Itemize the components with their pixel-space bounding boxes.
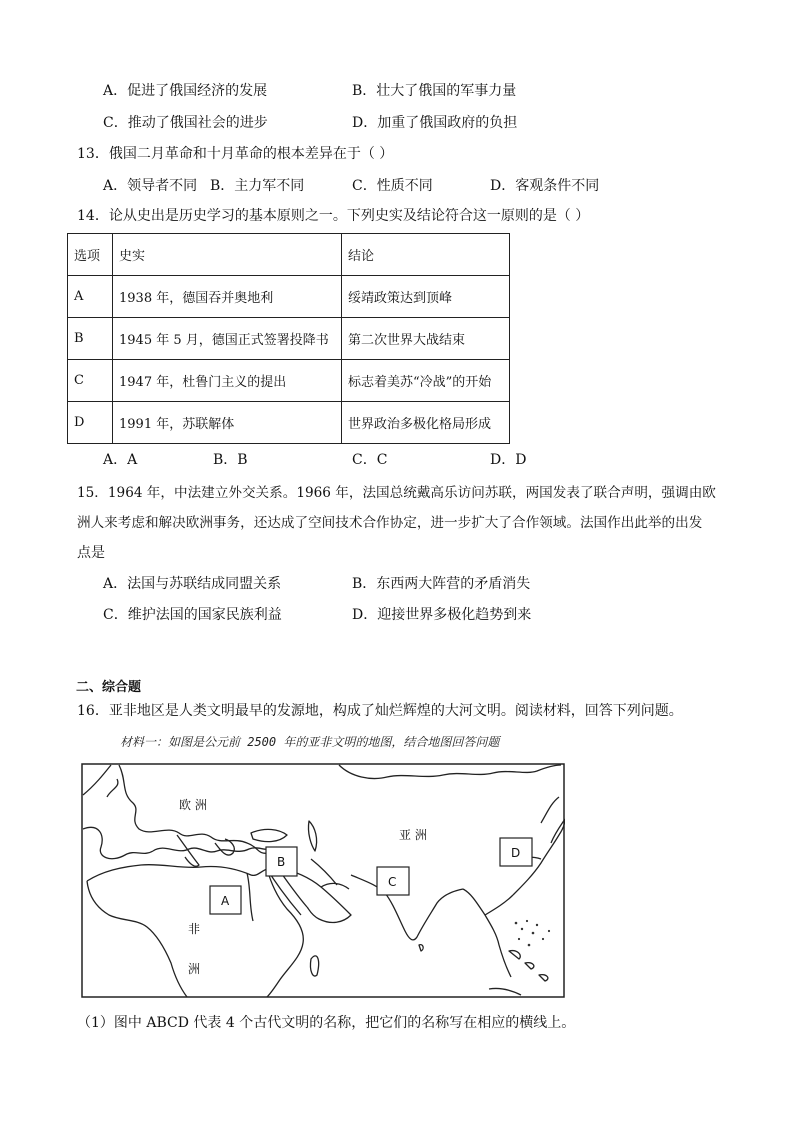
box-b-label: B [277, 855, 286, 869]
table-cell: B [68, 318, 113, 360]
box-b [266, 847, 297, 876]
q12-option-a: A．促进了俄国经济的发展 [103, 83, 268, 99]
q15-stem-line-1: 15．1964 年，中法建立外交关系。1966 年，法国总统戴高乐访问苏联，两国发表了联合声明，强调由欧 [77, 485, 716, 501]
box-d [500, 838, 532, 866]
map-label-europe: 欧 洲 [179, 798, 207, 812]
q15-option-d: D．迎接世界多极化趋势到来 [352, 607, 532, 623]
q14-option-b: B．B [213, 452, 248, 468]
q14-stem: 14．论从史出是历史学习的基本原则之一。下列史实及结论符合这一原则的是（ ） [77, 208, 590, 224]
q13-stem: 13．俄国二月革命和十月革命的根本差异在于（ ） [77, 146, 394, 162]
q13-option-a: A．领导者不同 [103, 178, 198, 194]
table-cell: 世界政治多极化格局形成 [342, 402, 510, 444]
table-row [68, 360, 510, 402]
table-cell: 1945 年 5 月，德国正式签署投降书 [113, 318, 342, 360]
table-cell: 标志着美苏“冷战”的开始 [342, 360, 510, 402]
q14-option-d: D．D [490, 452, 527, 468]
table-cell: C [68, 360, 113, 402]
q12-option-c: C．推动了俄国社会的进步 [103, 115, 268, 131]
afro-asian-civilization-map [81, 763, 565, 999]
table-cell: D [68, 402, 113, 444]
box-a-label: A [221, 894, 230, 908]
q15-option-a: A．法国与苏联结成同盟关系 [103, 576, 282, 592]
q16-stem: 16．亚非地区是人类文明最早的发源地，构成了灿烂辉煌的大河文明。阅读材料，回答下列问题。 [77, 703, 683, 719]
map-label-asia: 亚 洲 [399, 828, 427, 842]
table-header-row [68, 234, 510, 276]
q14-table [67, 233, 510, 444]
table-row [68, 276, 510, 318]
table-cell: 第二次世界大战结束 [342, 318, 510, 360]
table-cell: 1938 年，德国吞并奥地利 [113, 276, 342, 318]
q15-stem-line-3: 点是 [77, 545, 105, 561]
table-header-cell: 选项 [68, 234, 113, 276]
table-header-cell: 结论 [342, 234, 510, 276]
q13-option-d: D．客观条件不同 [490, 178, 600, 194]
q15-option-c: C．维护法国的国家民族利益 [103, 607, 282, 623]
section-heading: 二、综合题 [76, 680, 142, 695]
table-cell: A [68, 276, 113, 318]
q14-option-a: A．A [103, 452, 138, 468]
q16-sub-question-1: （1）图中 ABCD 代表 4 个古代文明的名称，把它们的名称写在相应的横线上。 [77, 1015, 576, 1031]
q12-option-b: B．壮大了俄国的军事力量 [352, 83, 517, 99]
table-cell: 1947 年，杜鲁门主义的提出 [113, 360, 342, 402]
box-d-label: D [511, 846, 521, 860]
table-cell: 绥靖政策达到顶峰 [342, 276, 510, 318]
table-cell: 1991 年，苏联解体 [113, 402, 342, 444]
box-c [377, 867, 409, 895]
q13-option-c: C．性质不同 [352, 178, 433, 194]
table-row [68, 318, 510, 360]
q12-option-d: D．加重了俄国政府的负担 [352, 115, 518, 131]
table-header-cell: 史实 [113, 234, 342, 276]
q14-option-c: C．C [352, 452, 388, 468]
material-caption: 材料一：如图是公元前 2500 年的亚非文明的地图，结合地图回答问题 [120, 735, 500, 749]
box-c-label: C [388, 875, 397, 889]
q15-option-b: B．东西两大阵营的矛盾消失 [352, 576, 531, 592]
map-label-africa-1: 非 [188, 922, 201, 936]
map-label-africa-2: 洲 [188, 962, 201, 976]
q15-stem-line-2: 洲人来考虑和解决欧洲事务，还达成了空间技术合作协定，进一步扩大了合作领域。法国作出此举的出发 [77, 515, 703, 531]
box-a [210, 886, 241, 914]
table-row [68, 402, 510, 444]
q13-option-b: B．主力军不同 [210, 178, 305, 194]
